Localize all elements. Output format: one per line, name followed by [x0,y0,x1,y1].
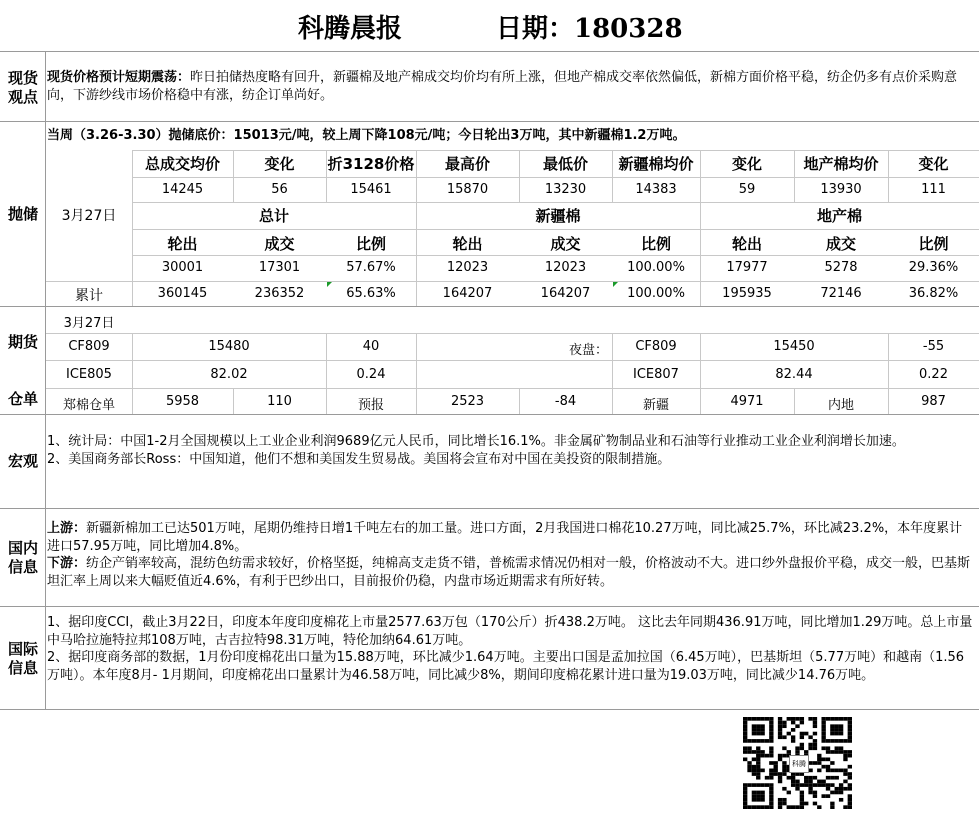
daily-value-2: 57.67% [346,260,396,275]
price-value-4: 13230 [544,182,587,197]
daily-value-0: 30001 [161,260,204,275]
inland-value: 987 [921,394,946,409]
spot-label: 现货 观点 [7,69,38,106]
price-value-7: 13930 [820,182,862,197]
xinjiang-value: 4971 [730,394,764,409]
price-header-1: 变化 [264,155,295,173]
intl-paragraph: 1、据印度CCI，截止3月22日，印度本年度印度棉花上市量2577.63万包（170公斤）折438.2万吨。 这比去年同期436.91万吨，同比增加1.29万吨。总上市量中马哈拉施特拉邦108万吨，古吉拉特98.31万吨，特伦加纳64.61万吨。 2、据印度商务部的数据，1月份印度棉花出口量为15.88万吨，环比减少1.64万吨。主要出口国是孟加拉国（6.45万吨），巴基斯坦（5.77万吨）和越南（1.56万吨）。本年度8月- 1月期间，印度棉花出口量累计为46.58万吨，同比减少8%，期间印度棉花累计进口量为19.03万吨，同比减少14.76万吨。 [47,615,973,683]
sub-header-2: 比例 [355,235,386,253]
warehouse-label: 仓单 [7,390,38,408]
cell-marker [613,282,618,287]
daily-value-4: 12023 [544,260,587,275]
warehouse-change: 110 [267,394,292,409]
night-label: 夜盘： [568,343,608,358]
daily-value-1: 17301 [258,260,301,275]
price-header-2: 折3128价格 [327,155,415,173]
sub-header-8: 比例 [918,235,949,253]
intl-label: 国际 信息 [7,640,38,677]
reserve-date: 3月27日 [61,208,117,224]
spot-paragraph: 现货价格预计短期震荡：昨日拍储热度略有回升，新疆棉及地产棉成交均价均有所上涨，但地产棉成交率依然偏低，新棉方面价格平稳，纺企仍多有点价采购意向，下游纱线市场价格稳中有涨，纺企订单尚好。 [47,70,958,103]
cumulative-value-5: 100.00% [627,286,685,301]
daily-value-5: 100.00% [627,260,685,275]
daily-value-6: 17977 [726,260,768,275]
report-title: 科腾晨报 [298,14,403,44]
cf-change: 40 [362,339,380,354]
cumulative-value-1: 236352 [254,286,305,301]
ice807-price: 82.44 [775,367,813,382]
cumulative-value-2: 65.63% [346,286,396,301]
forecast-label: 预报 [357,398,384,413]
price-header-3: 最高价 [444,155,490,173]
sub-header-3: 轮出 [452,235,483,253]
daily-value-3: 12023 [446,260,489,275]
ice807-change: 0.22 [919,367,948,382]
sub-header-0: 轮出 [167,235,198,253]
night-change: -55 [922,339,945,354]
inland-label: 内地 [827,398,854,413]
forecast-change: -84 [554,394,577,409]
group-header-1: 新疆棉 [535,207,581,225]
sub-header-7: 成交 [825,235,856,253]
cf-code: CF809 [68,339,110,354]
cumulative-value-8: 36.82% [908,286,959,301]
price-header-5: 新疆棉均价 [618,155,694,173]
cumulative-value-7: 72146 [820,286,862,301]
cell-marker [327,282,332,287]
ice805-code: ICE805 [66,367,112,382]
price-value-8: 111 [921,182,946,197]
sub-header-1: 成交 [264,235,295,253]
cumulative-value-3: 164207 [442,286,493,301]
price-header-8: 变化 [918,155,949,173]
warehouse-value: 5958 [165,394,200,409]
report-header [0,8,979,46]
reserve-label: 抛储 [7,205,38,223]
price-value-0: 14245 [161,182,204,197]
price-value-2: 15461 [350,182,392,197]
night-price: 15450 [773,339,815,354]
sub-header-4: 成交 [550,235,581,253]
warehouse-name: 郑棉仓单 [62,398,115,413]
daily-value-8: 29.36% [908,260,959,275]
forecast-value: 2523 [450,394,485,409]
sub-header-5: 比例 [640,235,671,253]
group-header-0: 总计 [258,207,289,225]
cumulative-value-6: 195935 [722,286,772,301]
price-value-6: 59 [738,182,756,197]
qr-logo: 科腾 [789,755,809,773]
macro-label: 宏观 [7,452,38,470]
futures-date: 3月27日 [63,316,115,331]
ice805-change: 0.24 [356,367,386,382]
ice807-code: ICE807 [633,367,679,382]
cf-price: 15480 [208,339,250,354]
price-header-4: 最低价 [542,155,588,173]
night-code: CF809 [635,339,677,354]
sub-header-6: 轮出 [731,235,762,253]
ice805-price: 82.02 [210,367,248,382]
domestic-paragraph: 上游：新疆新棉加工已达501万吨，尾期仍维持日增1千吨左右的加工量。进口方面，2月我国进口棉花10.27万吨，同比减25.7%，环比减23.2%，本年度累计进口57.95万吨，同比增加4.8%。 下游：纺企产销率较高，混纺色纺需求较好，价格坚挺，纯棉高支走货不错，普梳需求情况仍相对一般，价格波动不大。进口纱外盘报价平稳，成交一般，巴基斯坦汇率上周以来大幅贬值近4.6%，有利于巴纱出口，目前报价仍稳，内盘市场近期需求有所好转。 [47,521,971,589]
price-value-3: 15870 [446,182,489,197]
report-date: 日期：180328 [496,14,683,44]
futures-label: 期货 [7,333,38,351]
daily-value-7: 5278 [824,260,858,275]
cumulative-value-0: 360145 [157,286,208,301]
group-header-2: 地产棉 [816,207,862,225]
price-header-0: 总成交均价 [144,155,220,173]
domestic-label: 国内 信息 [7,539,38,576]
xinjiang-label: 新疆 [642,398,669,413]
price-header-6: 变化 [731,155,762,173]
price-value-5: 14383 [635,182,677,197]
macro-paragraph: 1、统计局：中国1-2月全国规模以上工业企业利润9689亿元人民币，同比增长16.1%。非金属矿物制品业和石油等行业推动工业企业利润增长加速。 2、美国商务部长Ross：中国知道，他们不想和美国发生贸易战。美国将会宣布对中国在美投资的限制措施。 [47,434,905,467]
cumulative-label: 累计 [75,288,103,304]
cumulative-value-4: 164207 [540,286,591,301]
qr-code [743,717,852,809]
reserve-summary: 当周（3.26-3.30）抛储底价：15013元/吨，较上周下降108元/吨；今日轮出3万吨，其中新疆棉1.2万吨。 [47,128,686,143]
price-header-7: 地产棉均价 [803,155,879,173]
price-value-1: 56 [271,182,288,197]
